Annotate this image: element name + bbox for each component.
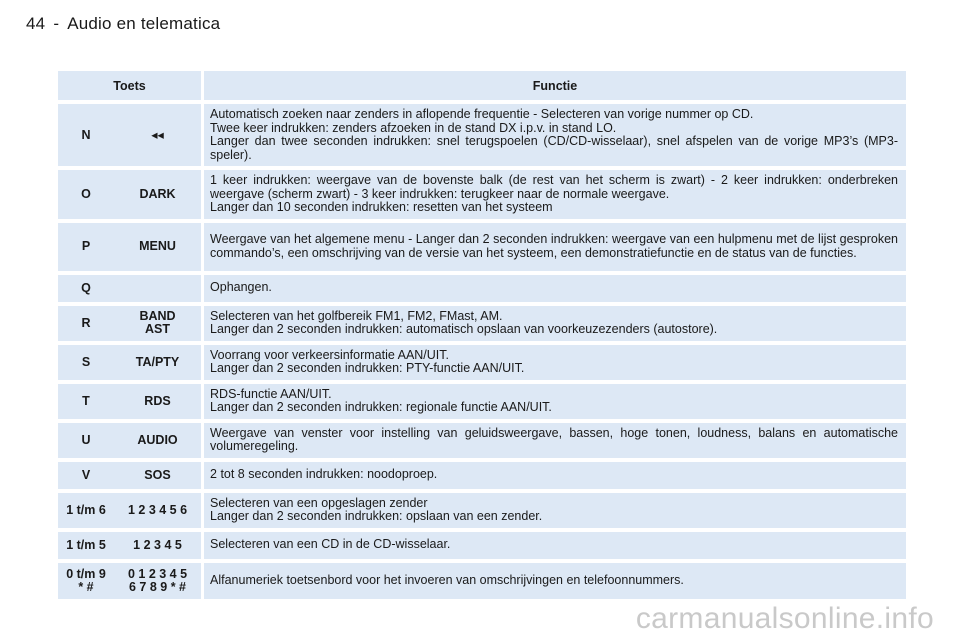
row-code: 1 t/m 5 — [58, 532, 114, 559]
row-function — [204, 423, 906, 458]
row-function — [204, 493, 906, 528]
table-row — [58, 170, 906, 219]
row-code: 1 t/m 6 — [58, 493, 114, 528]
row-function — [204, 345, 906, 380]
row-code: 0 t/m 9 * # — [58, 563, 114, 599]
rewind-icon: ◂◂ — [114, 104, 204, 166]
function-line: Twee keer indrukken: zenders afzoeken in de stand DX i.p.v. in stand LO. — [210, 120, 617, 135]
row-code: R — [58, 306, 114, 341]
row-code: S — [58, 345, 114, 380]
row-function — [204, 170, 906, 219]
function-line: Selecteren van het golfbereik FM1, FM2, FMast, AM. — [210, 308, 503, 323]
function-line: Weergave van het algemene menu - Langer dan 2 seconden indrukken: weergave van een hulpmenu met de lijst gesproken commando’s, een omschrijving van de versie van het systeem, een demonstratiefunctie en de status van de functies. — [210, 232, 899, 260]
row-key: RDS — [114, 384, 204, 419]
row-code: U — [58, 423, 114, 458]
row-function — [204, 462, 906, 489]
function-line: Selecteren van een opgeslagen zender — [210, 495, 428, 510]
row-key: MENU — [114, 223, 204, 271]
row-code: O — [58, 170, 114, 219]
row-key: BAND AST — [114, 306, 204, 341]
function-line: Langer dan 2 seconden indrukken: PTY-functie AAN/UIT. — [210, 361, 525, 375]
column-header-functie: Functie — [204, 71, 906, 100]
function-line: Langer dan twee seconden indrukken: snel terugspoelen (CD/CD-wisselaar), snel afspelen van de vorige MP3’s (MP3-speler). — [210, 134, 899, 162]
column-header-toets: Toets — [58, 71, 204, 100]
table-row — [58, 306, 906, 341]
row-function — [204, 532, 906, 559]
row-key — [114, 275, 204, 302]
row-code: P — [58, 223, 114, 271]
row-function — [204, 223, 906, 271]
row-code: T — [58, 384, 114, 419]
row-function — [204, 306, 906, 341]
function-line: Langer dan 10 seconden indrukken: resetten van het systeem — [210, 200, 553, 214]
row-key: 1 2 3 4 5 — [114, 532, 204, 559]
table-row — [58, 423, 906, 458]
function-line: Voorrang voor verkeersinformatie AAN/UIT. — [210, 347, 450, 362]
row-key: SOS — [114, 462, 204, 489]
row-key: AUDIO — [114, 423, 204, 458]
row-key: TA/PTY — [114, 345, 204, 380]
function-line: Langer dan 2 seconden indrukken: automatisch opslaan van voorkeuzezenders (autostore). — [210, 322, 718, 336]
page-number: 44 — [26, 14, 46, 33]
row-function — [204, 563, 906, 599]
page-title: Audio en telematica — [67, 14, 221, 33]
row-code: V — [58, 462, 114, 489]
table-row — [58, 493, 906, 528]
table-row — [58, 275, 906, 302]
table-row — [58, 345, 906, 380]
page-header — [26, 14, 220, 34]
row-function — [204, 104, 906, 166]
function-line: 1 keer indrukken: weergave van de bovenste balk (de rest van het scherm is zwart) - 2 keer indrukken: onderbreken weergave (scherm zwart) - 3 keer indrukken: terugkeer naar de normale weergave. — [210, 173, 899, 201]
table-row — [58, 563, 906, 599]
function-line: Weergave van venster voor instelling van geluidsweergave, bassen, hoge tonen, loudness, balans en automatische volumeregeling. — [210, 425, 899, 453]
table-row — [58, 223, 906, 271]
row-function — [204, 384, 906, 419]
table-row — [58, 104, 906, 166]
row-key: 1 2 3 4 5 6 — [114, 493, 204, 528]
table-row — [58, 384, 906, 419]
function-line: 2 tot 8 seconden indrukken: noodoproep. — [210, 467, 438, 482]
function-line: Automatisch zoeken naar zenders in aflopende frequentie - Selecteren van vorige nummer op CD. — [210, 107, 754, 121]
function-line: Langer dan 2 seconden indrukken: regionale functie AAN/UIT. — [210, 400, 552, 414]
row-code: Q — [58, 275, 114, 302]
function-line: RDS-functie AAN/UIT. — [210, 386, 332, 401]
row-function — [204, 275, 906, 302]
watermark: carmanualsonline.info — [635, 602, 934, 635]
function-table — [58, 67, 906, 603]
row-code: N — [58, 104, 114, 166]
row-key: DARK — [114, 170, 204, 219]
table-row — [58, 532, 906, 559]
row-key: 0 1 2 3 4 5 6 7 8 9 * # — [114, 563, 204, 599]
header-separator: - — [53, 14, 60, 33]
table-header-row — [58, 71, 906, 100]
table-row — [58, 462, 906, 489]
function-line: Selecteren van een CD in de CD-wisselaar. — [210, 537, 451, 552]
function-line: Alfanumeriek toetsenbord voor het invoeren van omschrijvingen en telefoonnummers. — [210, 572, 684, 587]
function-line: Ophangen. — [210, 280, 272, 295]
function-line: Langer dan 2 seconden indrukken: opslaan van een zender. — [210, 509, 543, 523]
